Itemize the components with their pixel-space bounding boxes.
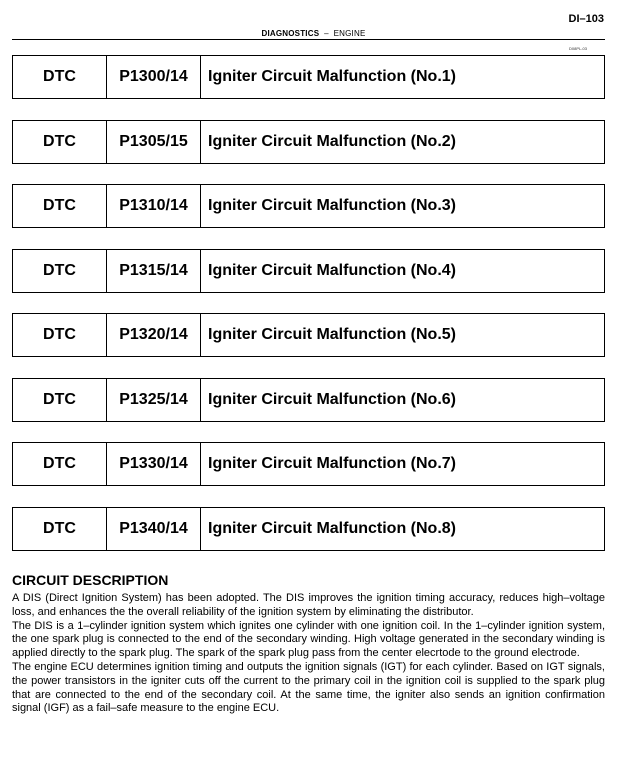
dtc-label: DTC <box>13 379 107 421</box>
dtc-title: Igniter Circuit Malfunction (No.1) <box>208 68 456 85</box>
dtc-label: DTC <box>13 185 107 227</box>
section-header <box>0 29 627 38</box>
dtc-code: P1320/14 <box>107 314 201 356</box>
dtc-title: Igniter Circuit Malfunction (No.8) <box>208 519 456 537</box>
dtc-title: Igniter Circuit Malfunction (No.6) <box>208 390 456 408</box>
dtc-code: P1330/14 <box>107 443 201 485</box>
dtc-box-4 <box>12 249 605 293</box>
dtc-label: DTC <box>13 314 107 356</box>
dtc-code: P1325/14 <box>107 379 201 421</box>
dtc-box-7 <box>12 442 605 486</box>
circuit-paragraph-2: The DIS is a 1–cylinder ignition system which ignites one cylinder with one ignition coil. In the 1–cylinder ignition system, the one spark plug is connected to the end of the secondary winding. High voltage generated in the secondary winding is applied directly to the spark plug. The spark of the spark plug pass from the center elecrtode to the ground electrode. <box>12 619 605 660</box>
section-title: DIAGNOSTICS <box>261 29 320 38</box>
dtc-box-3 <box>12 184 605 228</box>
circuit-paragraph-1: A DIS (Direct Ignition System) has been adopted. The DIS improves the ignition timing accuracy, reduces high–voltage loss, and enhances the the overall reliability of the ignition system by eliminating the distributor. <box>12 592 605 618</box>
dtc-box-1 <box>12 55 605 99</box>
dtc-title: Igniter Circuit Malfunction (No.5) <box>208 326 456 343</box>
dtc-code: P1300/14 <box>107 56 201 98</box>
dtc-title: Igniter Circuit Malfunction (No.4) <box>208 261 456 279</box>
dtc-title: Igniter Circuit Malfunction (No.7) <box>208 455 456 472</box>
dtc-label: DTC <box>13 56 107 98</box>
dtc-label: DTC <box>13 443 107 485</box>
dtc-label: DTC <box>13 250 107 292</box>
circuit-paragraph-3: The engine ECU determines ignition timing and outputs the ignition signals (IGT) for each cylinder. Based on IGT signals, the power transistors in the igniter cuts off the current to the primary coil in the ignition coil is supplied to the spark plug that are connected to the end of the secondary coil. At the same time, the igniter also sends an ignition confirmation signal (IGF) as a fail–safe measure to the engine ECU. <box>12 660 605 715</box>
dtc-box-8 <box>12 507 605 551</box>
dtc-box-2 <box>12 120 605 164</box>
document-code: D08PL-03 <box>568 46 587 51</box>
dtc-title: Igniter Circuit Malfunction (No.3) <box>208 197 456 214</box>
circuit-description <box>12 572 605 716</box>
dtc-code: P1315/14 <box>107 250 201 292</box>
dtc-code: P1305/15 <box>107 121 201 163</box>
header-rule <box>12 39 605 40</box>
circuit-description-heading: CIRCUIT DESCRIPTION <box>12 572 169 588</box>
dtc-box-5 <box>12 313 605 357</box>
dtc-box-6 <box>12 378 605 422</box>
dtc-code: P1340/14 <box>107 508 201 550</box>
dtc-list <box>12 55 605 571</box>
dtc-code: P1310/14 <box>107 185 201 227</box>
subsection-title: ENGINE <box>333 29 366 38</box>
section-separator: – <box>324 29 329 38</box>
dtc-label: DTC <box>13 121 107 163</box>
dtc-title: Igniter Circuit Malfunction (No.2) <box>208 132 456 150</box>
dtc-label: DTC <box>13 508 107 550</box>
page-number: DI–103 <box>568 13 604 25</box>
